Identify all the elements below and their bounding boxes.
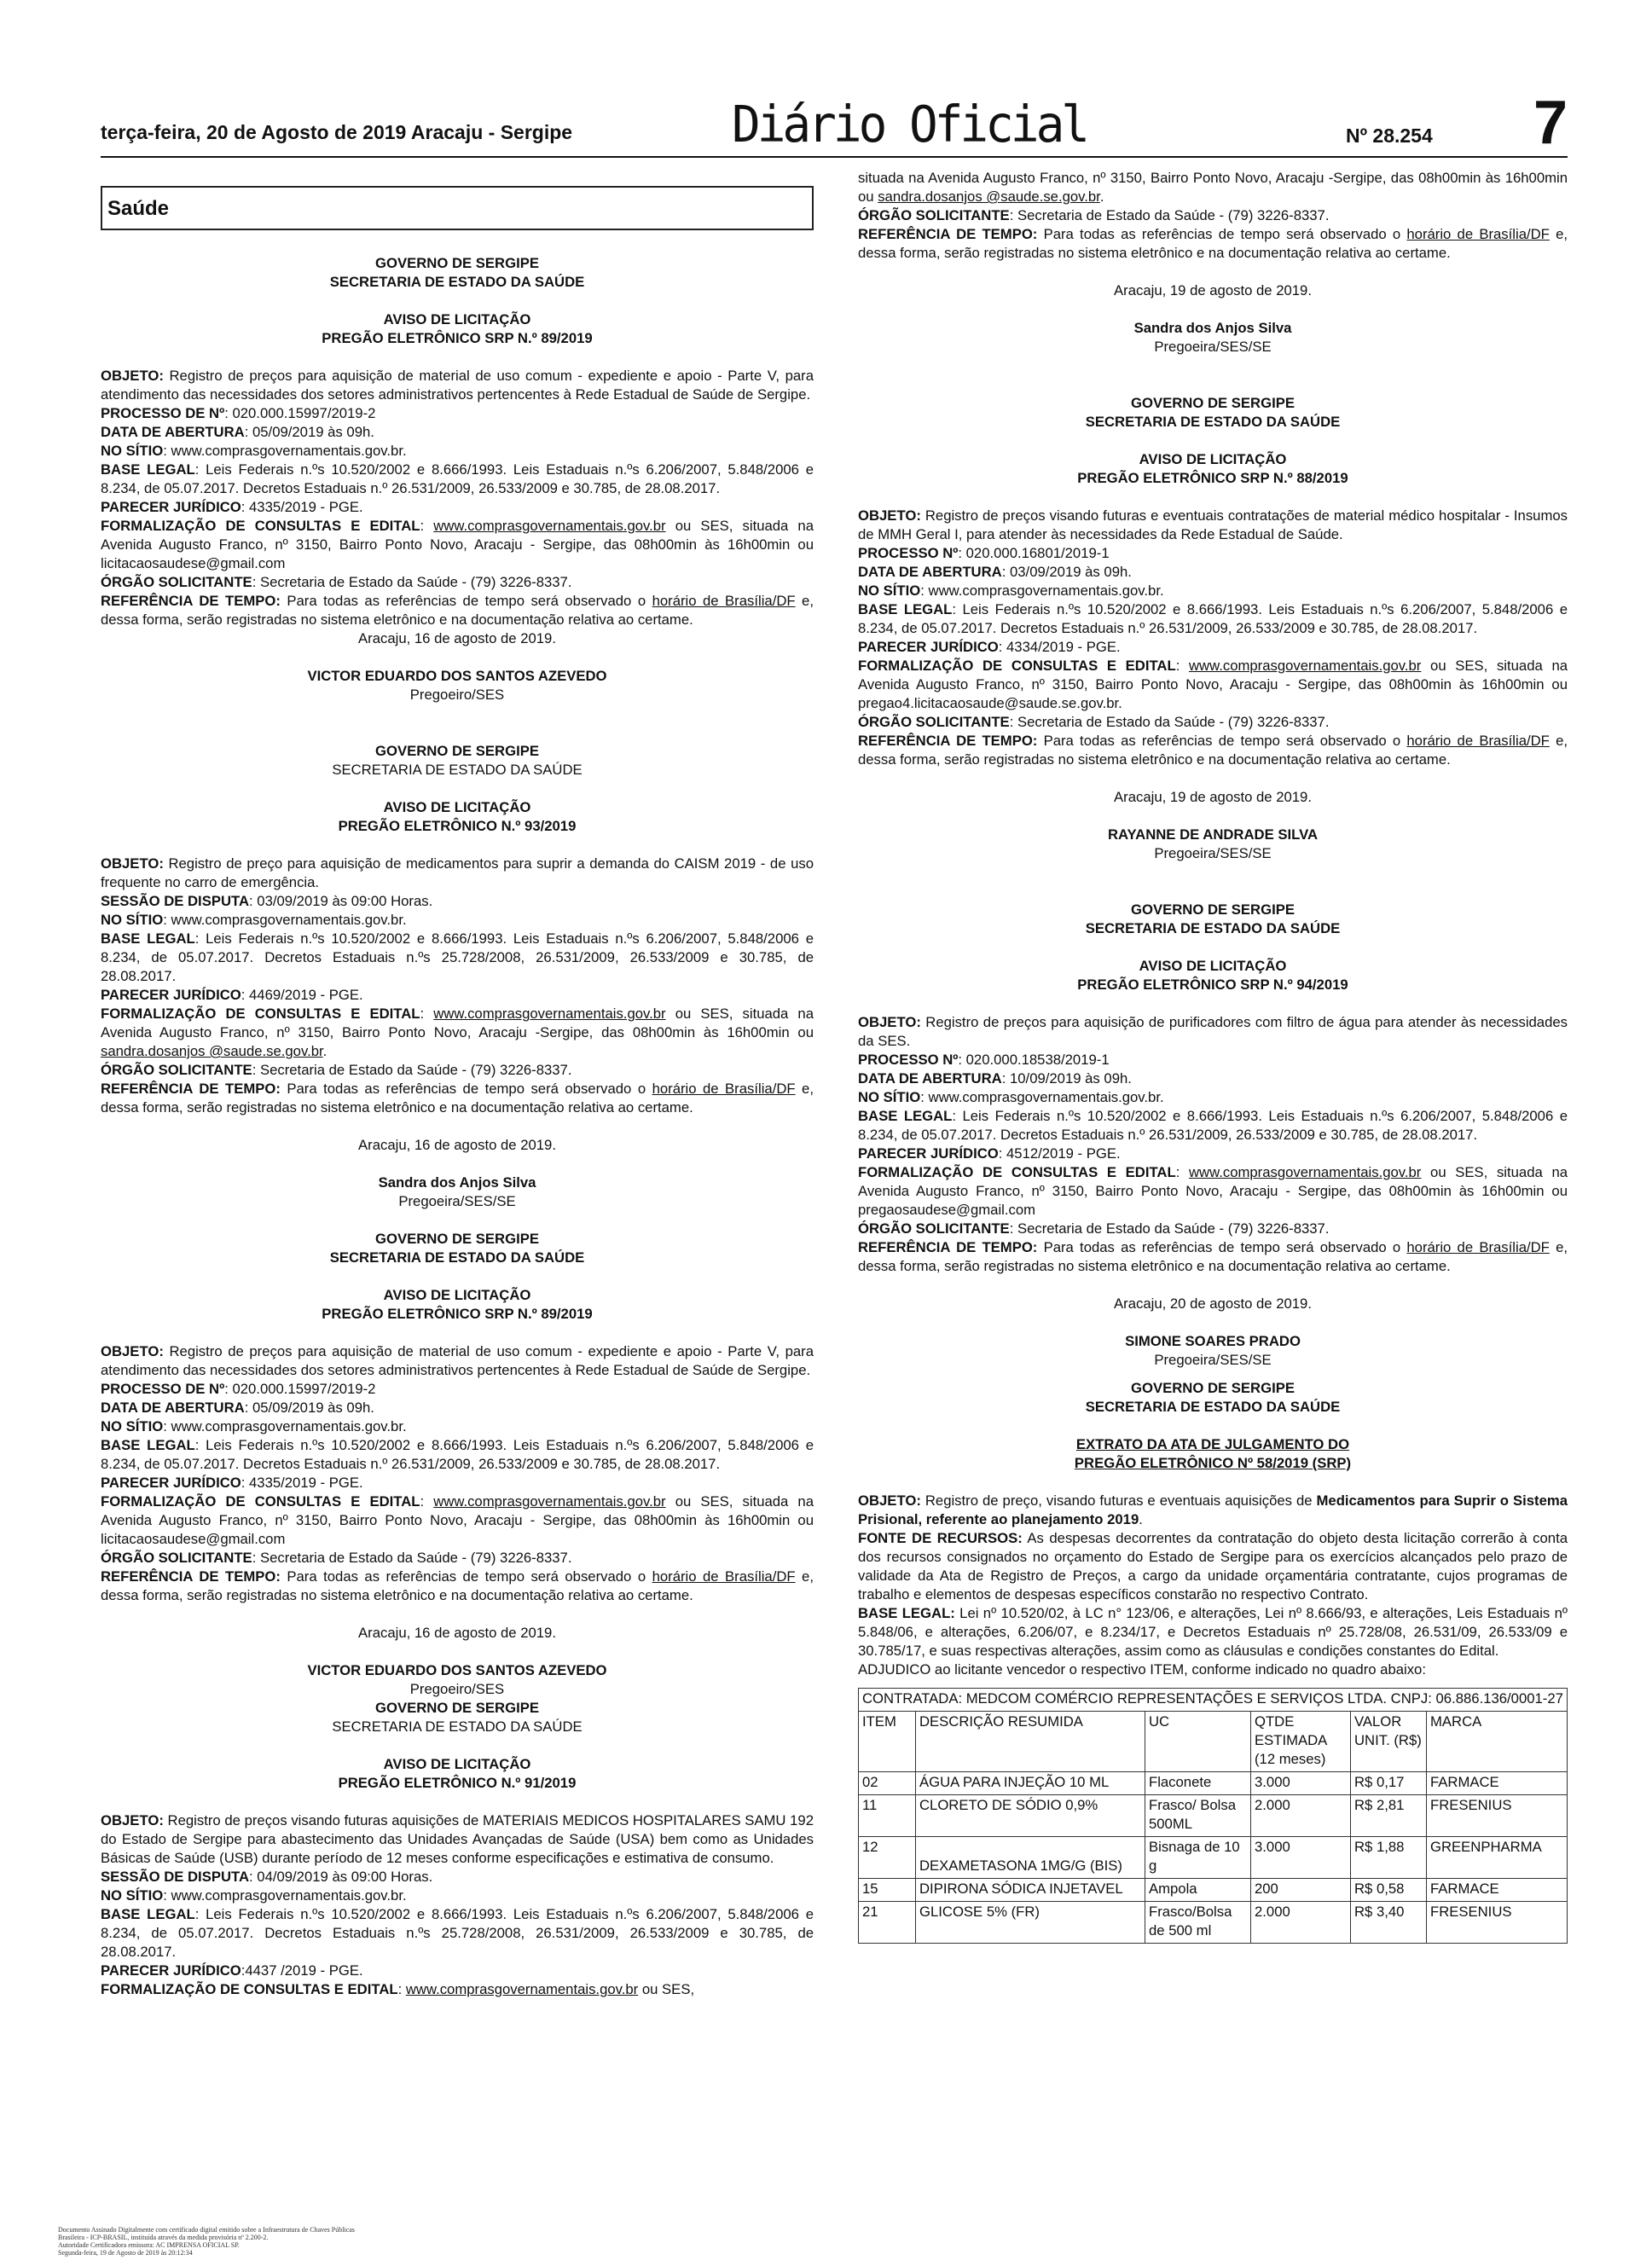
- notice-orgao: ÓRGÃO SOLICITANTE: Secretaria de Estado da Saúde - (79) 3226-8337.: [101, 1550, 572, 1566]
- notice-objeto: OBJETO: Registro de preço, visando futuras e eventuais aquisições de Medicamentos para Suprir o Sistema Prisional, referente ao planejamento 2019.: [858, 1492, 1568, 1527]
- notice-referencia: REFERÊNCIA DE TEMPO: Para todas as referências de tempo será observado o horário de Brasília/DF e, dessa forma, serão registradas no sistema eletrônico e na documentação relativa ao certame.: [101, 1081, 814, 1116]
- table-cell: Ampola: [1145, 1879, 1251, 1902]
- notice-gov: GOVERNO DE SERGIPE: [1131, 395, 1295, 411]
- table-header: MARCA: [1427, 1712, 1568, 1772]
- notice-gov: GOVERNO DE SERGIPE: [1131, 901, 1295, 918]
- table-cell: Bisnaga de 10 g: [1145, 1837, 1251, 1879]
- notice-aviso: AVISO DE LICITAÇÃO: [383, 1756, 531, 1772]
- notice-sitio: NO SÍTIO: www.comprasgovernamentais.gov.br.: [101, 1418, 407, 1434]
- notice-base: BASE LEGAL: Lei nº 10.520/02, à LC n° 123/06, e alterações, Lei nº 8.666/93, e alterações, Leis Estaduais nº 5.848/06, e alterações, 6.206/07, e 8.234/17, e Decretos Estaduais nº 25.728/08, 26.531/09, 26.533/09 e 30.785/17, e suas respectivas alterações, assim como as cláusulas e condições constantes do Edital.: [858, 1605, 1568, 1659]
- notice-sign: VICTOR EDUARDO DOS SANTOS AZEVEDO: [307, 668, 607, 684]
- notice-pregao: PREGÃO ELETRÔNICO N.º 93/2019: [338, 818, 577, 834]
- notice-role: Pregoeira/SES/SE: [398, 1193, 516, 1209]
- notice-sign: SIMONE SOARES PRADO: [1125, 1333, 1301, 1349]
- page-header: [101, 89, 1568, 158]
- notice-processo: PROCESSO DE Nº: 020.000.15997/2019-2: [101, 405, 376, 421]
- notice-formalizacao: FORMALIZAÇÃO DE CONSULTAS E EDITAL: www.comprasgovernamentais.gov.br ou SES, situada na Avenida Augusto Franco, nº 3150, Bairro Ponto Novo, Aracaju -Sergipe, das 08h00min às 16h00min ou sandra.dosanjos @saude.se.gov.br.: [101, 1006, 814, 1059]
- notice-local: Aracaju, 16 de agosto de 2019.: [358, 630, 556, 646]
- table-cell: Frasco/ Bolsa 500ML: [1145, 1795, 1251, 1837]
- notice-sitio: NO SÍTIO: www.comprasgovernamentais.gov.br.: [101, 1887, 407, 1904]
- table-cell: ÁGUA PARA INJEÇÃO 10 ML: [916, 1772, 1145, 1795]
- notice-local: Aracaju, 20 de agosto de 2019.: [1114, 1295, 1312, 1312]
- notice-base: BASE LEGAL: Leis Federais n.ºs 10.520/2002 e 8.666/1993. Leis Estaduais n.ºs 6.206/2007, 5.848/2006 e 8.234, de 05.07.2017. Decretos Estaduais n.ºs 25.728/2008, 26.531/2009, 26.533/2009 e 30.785, de 28.08.2017.: [101, 930, 814, 984]
- notice-formalizacao: FORMALIZAÇÃO DE CONSULTAS E EDITAL: www.comprasgovernamentais.gov.br ou SES, situada na Avenida Augusto Franco, nº 3150, Bairro Ponto Novo, Aracaju - Sergipe, das 08h00min às 16h00min ou licitacaosaudese@gmail.com: [101, 518, 814, 571]
- notice-sec: SECRETARIA DE ESTADO DA SAÚDE: [1085, 920, 1341, 936]
- notice-aviso: AVISO DE LICITAÇÃO: [383, 799, 531, 815]
- notice-base: BASE LEGAL: Leis Federais n.ºs 10.520/2002 e 8.666/1993. Leis Estaduais n.ºs 6.206/2007, 5.848/2006 e 8.234, de 05.07.2017. Decretos Estaduais n.º 26.531/2009, 26.533/2009 e 30.785, de 28.08.2017.: [858, 601, 1568, 636]
- notice-adjudico: ADJUDICO ao licitante vencedor o respectivo ITEM, conforme indicado no quadro abaixo:: [858, 1661, 1426, 1678]
- notice-referencia: REFERÊNCIA DE TEMPO: Para todas as referências de tempo será observado o horário de Brasília/DF e, dessa forma, serão registradas no sistema eletrônico e na documentação relativa ao certame.: [858, 733, 1568, 768]
- notice-parecer: PARECER JURÍDICO: 4334/2019 - PGE.: [858, 639, 1121, 655]
- notice-formalizacao: FORMALIZAÇÃO DE CONSULTAS E EDITAL: www.comprasgovernamentais.gov.br ou SES, situada na Avenida Augusto Franco, nº 3150, Bairro Ponto Novo, Aracaju - Sergipe, das 08h00min às 16h00min ou licitacaosaudese@gmail.com: [101, 1493, 814, 1547]
- notice-aviso: AVISO DE LICITAÇÃO: [383, 1287, 531, 1303]
- table-cell: 15: [859, 1879, 916, 1902]
- notice-aviso: AVISO DE LICITAÇÃO: [1139, 958, 1287, 974]
- notice-89-2019: [101, 254, 814, 742]
- notice-gov: GOVERNO DE SERGIPE: [375, 743, 539, 759]
- notice-local: Aracaju, 16 de agosto de 2019.: [358, 1625, 556, 1641]
- table-row: [859, 1689, 1568, 1712]
- notice-role: Pregoeiro/SES: [409, 687, 505, 703]
- notice-formalizacao: FORMALIZAÇÃO DE CONSULTAS E EDITAL: www.comprasgovernamentais.gov.br ou SES,: [101, 1981, 695, 1997]
- table-header: VALOR UNIT. (R$): [1351, 1712, 1427, 1772]
- table-row: [859, 1795, 1568, 1837]
- notice-91-2019: [101, 1699, 814, 1999]
- notice-referencia: REFERÊNCIA DE TEMPO: Para todas as referências de tempo será observado o horário de Brasília/DF e, dessa forma, serão registradas no sistema eletrônico e na documentação relativa ao certame.: [101, 1568, 814, 1603]
- notice-parecer: PARECER JURÍDICO: 4335/2019 - PGE.: [101, 1475, 363, 1491]
- notice-sitio: NO SÍTIO: www.comprasgovernamentais.gov.br.: [858, 1089, 1164, 1105]
- notice-objeto: OBJETO: Registro de preços para aquisição de material de uso comum - expediente e apoio - Parte V, para atendimento das necessidades dos setores administrativos pertencentes à Rede Estadual de Saúde de Sergipe.: [101, 1343, 814, 1378]
- email-link[interactable]: sandra.dosanjos @saude.se.gov.br: [878, 188, 1100, 205]
- notice-processo: PROCESSO Nº: 020.000.18538/2019-1: [858, 1052, 1110, 1068]
- table-row: [859, 1879, 1568, 1902]
- notice-role: Pregoeira/SES/SE: [1154, 1352, 1272, 1368]
- footer-line: Brasileira - ICP-BRASIL, instituída através da medida provisória nº 2.200-2.: [58, 2234, 269, 2241]
- notice-parecer: PARECER JURÍDICO:4437 /2019 - PGE.: [101, 1962, 363, 1979]
- items-table: [858, 1688, 1568, 1944]
- extrato-58-2019: [858, 1379, 1568, 1944]
- table-cell: GREENPHARMA: [1427, 1837, 1568, 1879]
- table-cell: FARMACE: [1427, 1772, 1568, 1795]
- table-cell: DIPIRONA SÓDICA INJETAVEL: [916, 1879, 1145, 1902]
- table-header: UC: [1145, 1712, 1251, 1772]
- notice-gov: GOVERNO DE SERGIPE: [1131, 1380, 1295, 1396]
- page-number: 7: [1533, 89, 1568, 157]
- table-cell: 3.000: [1251, 1837, 1351, 1879]
- notice-sec: SECRETARIA DE ESTADO DA SAÚDE: [329, 1249, 585, 1266]
- notice-aviso: AVISO DE LICITAÇÃO: [1139, 451, 1287, 467]
- table-cell: 12: [859, 1837, 916, 1879]
- notice-sitio: NO SÍTIO: www.comprasgovernamentais.gov.br.: [101, 912, 407, 928]
- notice-gov: GOVERNO DE SERGIPE: [375, 1231, 539, 1247]
- notice-orgao: ÓRGÃO SOLICITANTE: Secretaria de Estado da Saúde - (79) 3226-8337.: [858, 714, 1330, 730]
- notice-pregao: PREGÃO ELETRÔNICO SRP N.º 88/2019: [1077, 470, 1348, 486]
- table-header-row: [859, 1712, 1568, 1772]
- table-cell: R$ 0,17: [1351, 1772, 1427, 1795]
- notice-parecer: PARECER JURÍDICO: 4335/2019 - PGE.: [101, 499, 363, 515]
- notice-sec: SECRETARIA DE ESTADO DA SAÚDE: [329, 274, 585, 290]
- table-cell: R$ 3,40: [1351, 1902, 1427, 1944]
- continuation-text: situada na Avenida Augusto Franco, nº 3150, Bairro Ponto Novo, Aracaju -Sergipe, das 08h00min às 16h00min ou sandra.dosanjos @saude.se.gov.br.: [858, 170, 1568, 205]
- notice-sitio: NO SÍTIO: www.comprasgovernamentais.gov.br.: [858, 582, 1164, 599]
- notice-referencia: REFERÊNCIA DE TEMPO: Para todas as referências de tempo será observado o horário de Brasília/DF e, dessa forma, serão registradas no sistema eletrônico e na documentação relativa ao certame.: [858, 226, 1568, 261]
- footer-line: Autoridade Certificadora emissora: AC IMPRENSA OFICIAL SP.: [58, 2241, 240, 2249]
- compras-link[interactable]: www.comprasgovernamentais.gov.br: [1189, 658, 1422, 674]
- notice-93-2019: [101, 742, 814, 1230]
- newspaper-title: Diário Oficial: [732, 96, 1087, 154]
- notice-base: BASE LEGAL: Leis Federais n.ºs 10.520/2002 e 8.666/1993. Leis Estaduais n.ºs 6.206/2007, 5.848/2006 e 8.234, de 05.07.2017. Decretos Estaduais n.º 26.531/2009, 26.533/2009 e 30.785, de 28.08.2017.: [858, 1108, 1568, 1143]
- notice-processo: PROCESSO DE Nº: 020.000.15997/2019-2: [101, 1381, 376, 1397]
- notice-88-2019: [858, 394, 1568, 901]
- notice-role: Pregoeira/SES/SE: [1154, 339, 1272, 355]
- table-cell: 2.000: [1251, 1795, 1351, 1837]
- notice-pregao: PREGÃO ELETRÔNICO SRP N.º 94/2019: [1077, 977, 1348, 993]
- notice-referencia: REFERÊNCIA DE TEMPO: Para todas as referências de tempo será observado o horário de Brasília/DF e, dessa forma, serão registradas no sistema eletrônico e na documentação relativa ao certame.: [101, 593, 814, 628]
- notice-continuation: [858, 169, 1568, 394]
- notice-sessao: SESSÃO DE DISPUTA: 03/09/2019 às 09:00 Horas.: [101, 893, 433, 909]
- notice-orgao: ÓRGÃO SOLICITANTE: Secretaria de Estado da Saúde - (79) 3226-8337.: [101, 1062, 572, 1078]
- notice-abertura: DATA DE ABERTURA: 10/09/2019 às 09h.: [858, 1070, 1132, 1087]
- notice-89-2019-repeat: [101, 1230, 814, 1699]
- notice-sessao: SESSÃO DE DISPUTA: 04/09/2019 às 09:00 Horas.: [101, 1869, 433, 1885]
- notice-sign: VICTOR EDUARDO DOS SANTOS AZEVEDO: [307, 1662, 607, 1678]
- table-header: DESCRIÇÃO RESUMIDA: [916, 1712, 1145, 1772]
- notice-aviso: AVISO DE LICITAÇÃO: [383, 311, 531, 327]
- table-cell: Flaconete: [1145, 1772, 1251, 1795]
- footer-line: Segunda-feira, 19 de Agosto de 2019 às 20:12:34: [58, 2249, 193, 2257]
- header-date: terça-feira, 20 de Agosto de 2019 Aracaju - Sergipe: [101, 121, 573, 143]
- compras-link[interactable]: www.comprasgovernamentais.gov.br: [433, 1006, 666, 1022]
- extrato-pregao: PREGÃO ELETRÔNICO Nº 58/2019 (SRP): [1074, 1455, 1352, 1471]
- notice-objeto: OBJETO: Registro de preço para aquisição de medicamentos para suprir a demanda do CAISM 2019 - de uso frequente no carro de emergência.: [101, 855, 814, 890]
- notice-role: Pregoeiro/SES: [409, 1681, 505, 1697]
- notice-abertura: DATA DE ABERTURA: 05/09/2019 às 09h.: [101, 424, 374, 440]
- notice-base: BASE LEGAL: Leis Federais n.ºs 10.520/2002 e 8.666/1993. Leis Estaduais n.ºs 6.206/2007, 5.848/2006 e 8.234, de 05.07.2017. Decretos Estaduais n.ºs 25.728/2008, 26.531/2009, 26.533/2009 e 30.785, de 28.08.2017.: [101, 1906, 814, 1960]
- table-cell: 11: [859, 1795, 916, 1837]
- table-cell: Frasco/Bolsa de 500 ml: [1145, 1902, 1251, 1944]
- digital-signature-footer: [58, 2226, 536, 2257]
- table-cell: 02: [859, 1772, 916, 1795]
- table-cell: CLORETO DE SÓDIO 0,9%: [916, 1795, 1145, 1837]
- notice-sec: SECRETARIA DE ESTADO DA SAÚDE: [332, 762, 583, 778]
- compras-link[interactable]: www.comprasgovernamentais.gov.br: [433, 1493, 666, 1510]
- notice-abertura: DATA DE ABERTURA: 03/09/2019 às 09h.: [858, 564, 1132, 580]
- table-cell: 200: [1251, 1879, 1351, 1902]
- extrato-title: EXTRATO DA ATA DE JULGAMENTO DO: [1075, 1436, 1350, 1452]
- right-column: [858, 169, 1568, 1944]
- table-cell: 2.000: [1251, 1902, 1351, 1944]
- notice-sec: SECRETARIA DE ESTADO DA SAÚDE: [1085, 1399, 1341, 1415]
- notice-orgao: ÓRGÃO SOLICITANTE: Secretaria de Estado da Saúde - (79) 3226-8337.: [858, 207, 1330, 223]
- section-box: [101, 186, 814, 230]
- notice-orgao: ÓRGÃO SOLICITANTE: Secretaria de Estado da Saúde - (79) 3226-8337.: [858, 1220, 1330, 1237]
- table-cell: FRESENIUS: [1427, 1902, 1568, 1944]
- table-row: [859, 1902, 1568, 1944]
- notice-base: BASE LEGAL: Leis Federais n.ºs 10.520/2002 e 8.666/1993. Leis Estaduais n.ºs 6.206/2007, 5.848/2006 e 8.234, de 05.07.2017. Decretos Estaduais n.º 26.531/2009, 26.533/2009 e 30.785, de 28.08.2017.: [101, 1437, 814, 1472]
- footer-line: Documento Assinado Digitalmente com certificado digital emitido sobre a Infraestrutura de Chaves Públicas: [58, 2226, 355, 2234]
- notice-gov: GOVERNO DE SERGIPE: [375, 1700, 539, 1716]
- notice-objeto: OBJETO: Registro de preços para aquisição de purificadores com filtro de água para atender às necessidades da SES.: [858, 1014, 1568, 1049]
- table-row: [859, 1837, 1568, 1879]
- notice-processo: PROCESSO Nº: 020.000.16801/2019-1: [858, 545, 1110, 561]
- table-cell: R$ 0,58: [1351, 1879, 1427, 1902]
- notice-pregao: PREGÃO ELETRÔNICO N.º 91/2019: [338, 1775, 577, 1791]
- notice-fonte: FONTE DE RECURSOS: As despesas decorrentes da contratação do objeto desta licitação correrão à conta dos recursos consignados no orçamento do Estado de Sergipe para os exercícios alcançados pelo prazo de validade da Ata de Registro de Preços, a cargo da unidade orçamentária contratante, cujos programas de trabalho e elementos de despesas específicos constarão no respectivo Contrato.: [858, 1530, 1568, 1602]
- email-link[interactable]: sandra.dosanjos @saude.se.gov.br: [101, 1043, 323, 1059]
- notice-formalizacao: FORMALIZAÇÃO DE CONSULTAS E EDITAL: www.comprasgovernamentais.gov.br ou SES, situada na Avenida Augusto Franco, nº 3150, Bairro Ponto Novo, Aracaju - Sergipe, das 08h00min às 16h00min ou pregaosaudese@gmail.com: [858, 1164, 1568, 1218]
- notice-parecer: PARECER JURÍDICO: 4469/2019 - PGE.: [101, 987, 363, 1003]
- table-cell: FARMACE: [1427, 1879, 1568, 1902]
- issue-number: Nº 28.254: [1346, 125, 1433, 147]
- notice-objeto: OBJETO: Registro de preços visando futuras e eventuais contratações de material médico hospitalar - Insumos de MMH Geral I, para atender às necessidades da Rede Estadual de Saúde.: [858, 507, 1568, 542]
- notice-gov: GOVERNO DE SERGIPE: [375, 255, 539, 271]
- table-header: QTDE ESTIMADA (12 meses): [1251, 1712, 1351, 1772]
- table-cell: 21: [859, 1902, 916, 1944]
- compras-link[interactable]: www.comprasgovernamentais.gov.br: [1189, 1164, 1422, 1180]
- notice-local: Aracaju, 19 de agosto de 2019.: [1114, 789, 1312, 805]
- notice-local: Aracaju, 19 de agosto de 2019.: [1114, 282, 1312, 298]
- notice-local: Aracaju, 16 de agosto de 2019.: [358, 1137, 556, 1153]
- table-row: [859, 1772, 1568, 1795]
- table-cell: R$ 2,81: [1351, 1795, 1427, 1837]
- compras-link[interactable]: www.comprasgovernamentais.gov.br: [405, 1981, 639, 1997]
- notice-sitio: NO SÍTIO: www.comprasgovernamentais.gov.br.: [101, 443, 407, 459]
- table-cell: R$ 1,88: [1351, 1837, 1427, 1879]
- notice-formalizacao: FORMALIZAÇÃO DE CONSULTAS E EDITAL: www.comprasgovernamentais.gov.br ou SES, situada na Avenida Augusto Franco, nº 3150, Bairro Ponto Novo, Aracaju - Sergipe, das 08h00min às 16h00min ou pregao4.licitacaosaude@saude.se.gov.br.: [858, 658, 1568, 711]
- table-cell: 3.000: [1251, 1772, 1351, 1795]
- section-title: Saúde: [107, 197, 170, 220]
- notice-sec: SECRETARIA DE ESTADO DA SAÚDE: [1085, 414, 1341, 430]
- notice-sign: RAYANNE DE ANDRADE SILVA: [1107, 826, 1319, 843]
- table-cell: FRESENIUS: [1427, 1795, 1568, 1837]
- notice-sign: Sandra dos Anjos Silva: [1133, 320, 1292, 336]
- notice-pregao: PREGÃO ELETRÔNICO SRP N.º 89/2019: [322, 1306, 593, 1322]
- notice-orgao: ÓRGÃO SOLICITANTE: Secretaria de Estado da Saúde - (79) 3226-8337.: [101, 574, 572, 590]
- left-column: [101, 169, 814, 1999]
- notice-base: BASE LEGAL: Leis Federais n.ºs 10.520/2002 e 8.666/1993. Leis Estaduais n.ºs 6.206/2007, 5.848/2006 e 8.234, de 05.07.2017. Decretos Estaduais n.º 26.531/2009, 26.533/2009 e 30.785, de 28.08.2017.: [101, 461, 814, 496]
- notice-parecer: PARECER JURÍDICO: 4512/2019 - PGE.: [858, 1145, 1121, 1162]
- compras-link[interactable]: www.comprasgovernamentais.gov.br: [433, 518, 666, 534]
- notice-abertura: DATA DE ABERTURA: 05/09/2019 às 09h.: [101, 1400, 374, 1416]
- notice-role: Pregoeira/SES/SE: [1154, 845, 1272, 861]
- table-header: ITEM: [859, 1712, 916, 1772]
- notice-sign: Sandra dos Anjos Silva: [378, 1174, 536, 1191]
- table-cell: DEXAMETASONA 1MG/G (BIS): [916, 1837, 1145, 1879]
- notice-referencia: REFERÊNCIA DE TEMPO: Para todas as referências de tempo será observado o horário de Brasília/DF e, dessa forma, serão registradas no sistema eletrônico e na documentação relativa ao certame.: [858, 1239, 1568, 1274]
- table-contratada: CONTRATADA: MEDCOM COMÉRCIO REPRESENTAÇÕES E SERVIÇOS LTDA. CNPJ: 06.886.136/0001-27: [859, 1689, 1568, 1712]
- notice-pregao: PREGÃO ELETRÔNICO SRP N.º 89/2019: [322, 330, 593, 346]
- notice-sec: SECRETARIA DE ESTADO DA SAÚDE: [332, 1718, 583, 1735]
- notice-94-2019: [858, 901, 1568, 1379]
- notice-objeto: OBJETO: Registro de preços visando futuras aquisições de MATERIAIS MEDICOS HOSPITALARES SAMU 192 do Estado de Sergipe para abastecimento das Unidades Avançadas de Saúde (USA) bem como as Unidades Básicas de Saúde (USB) durante período de 12 meses conforme especificações e estimativa de consumo.: [101, 1812, 814, 1866]
- table-cell: GLICOSE 5% (FR): [916, 1902, 1145, 1944]
- notice-objeto: OBJETO: Registro de preços para aquisição de material de uso comum - expediente e apoio - Parte V, para atendimento das necessidades dos setores administrativos pertencentes à Rede Estadual de Saúde de Sergipe.: [101, 368, 814, 403]
